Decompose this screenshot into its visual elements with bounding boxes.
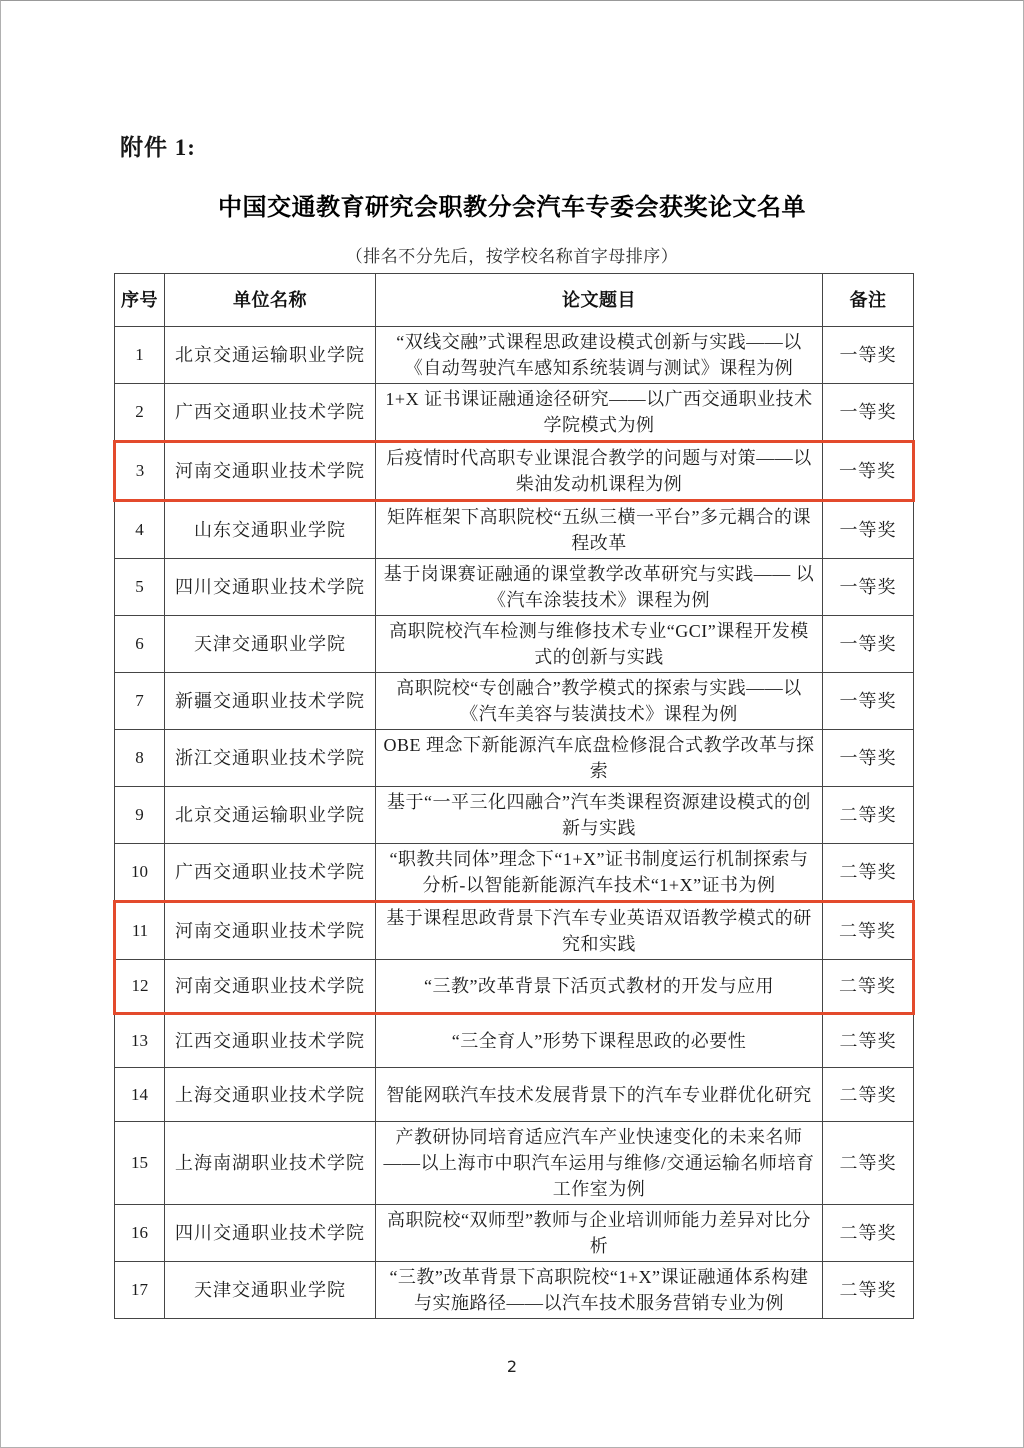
row-number: 2	[115, 384, 165, 442]
award-badge: 二等奖	[823, 1014, 914, 1068]
unit-name: 上海南湖职业技术学院	[165, 1122, 376, 1205]
paper-title: 智能网联汽车技术发展背景下的汽车专业群优化研究	[376, 1068, 823, 1122]
table-row	[115, 1068, 914, 1122]
paper-title: OBE 理念下新能源汽车底盘检修混合式教学改革与探索	[376, 730, 823, 787]
paper-title: “三教”改革背景下高职院校“1+X”课证融通体系构建与实施路径——以汽车技术服务营销专业为例	[376, 1262, 823, 1319]
paper-title: 产教研协同培育适应汽车产业快速变化的未来名师——以上海市中职汽车运用与维修/交通运输名师培育工作室为例	[376, 1122, 823, 1205]
row-number: 11	[115, 902, 165, 960]
col-header-title: 论文题目	[376, 274, 823, 327]
page-title: 中国交通教育研究会职教分会汽车专委会获奖论文名单	[218, 195, 806, 221]
row-number: 1	[115, 327, 165, 384]
unit-name: 河南交通职业技术学院	[165, 902, 376, 960]
table-row	[115, 844, 914, 902]
row-number: 13	[115, 1014, 165, 1068]
award-badge: 二等奖	[823, 1068, 914, 1122]
award-badge: 一等奖	[823, 501, 914, 559]
award-badge: 二等奖	[823, 1205, 914, 1262]
unit-name: 四川交通职业技术学院	[165, 1205, 376, 1262]
unit-name: 山东交通职业学院	[165, 501, 376, 559]
unit-name: 河南交通职业技术学院	[165, 960, 376, 1014]
row-number: 6	[115, 616, 165, 673]
row-number: 12	[115, 960, 165, 1014]
paper-title: 后疫情时代高职专业课混合教学的问题与对策——以柴油发动机课程为例	[376, 442, 823, 501]
awards-table-header	[115, 274, 914, 327]
paper-title: 基于岗课赛证融通的课堂教学改革研究与实践—— 以《汽车涂装技术》课程为例	[376, 559, 823, 616]
table-row	[115, 787, 914, 844]
paper-title: 基于课程思政背景下汽车专业英语双语教学模式的研究和实践	[376, 902, 823, 960]
paper-title: “三全育人”形势下课程思政的必要性	[376, 1014, 823, 1068]
row-number: 3	[115, 442, 165, 501]
award-badge: 二等奖	[823, 1122, 914, 1205]
page-number: 2	[506, 1357, 518, 1376]
table-row	[115, 327, 914, 384]
row-number: 5	[115, 559, 165, 616]
award-badge: 二等奖	[823, 902, 914, 960]
col-header-remark: 备注	[823, 274, 914, 327]
paper-title: 基于“一平三化四融合”汽车类课程资源建设模式的创新与实践	[376, 787, 823, 844]
award-badge: 一等奖	[823, 442, 914, 501]
unit-name: 北京交通运输职业学院	[165, 787, 376, 844]
unit-name: 四川交通职业技术学院	[165, 559, 376, 616]
table-row	[115, 384, 914, 442]
row-number: 9	[115, 787, 165, 844]
unit-name: 河南交通职业技术学院	[165, 442, 376, 501]
paper-title: “三教”改革背景下活页式教材的开发与应用	[376, 960, 823, 1014]
header-row	[115, 274, 914, 327]
row-number: 4	[115, 501, 165, 559]
paper-title: “职教共同体”理念下“1+X”证书制度运行机制探索与分析-以智能新能源汽车技术“1+X”证书为例	[376, 844, 823, 902]
paper-title: 1+X 证书课证融通途径研究——以广西交通职业技术学院模式为例	[376, 384, 823, 442]
col-header-index: 序号	[115, 274, 165, 327]
attachment-label: 附件 1:	[120, 135, 196, 160]
award-badge: 一等奖	[823, 730, 914, 787]
award-badge: 二等奖	[823, 960, 914, 1014]
unit-name: 天津交通职业学院	[165, 1262, 376, 1319]
col-header-unit: 单位名称	[165, 274, 376, 327]
table-row	[115, 673, 914, 730]
awards-table-body	[115, 327, 914, 1319]
table-row	[115, 902, 914, 960]
table-row	[115, 1122, 914, 1205]
page-subtitle: （排名不分先后，按学校名称首字母排序）	[345, 247, 679, 266]
table-row	[115, 559, 914, 616]
table-row	[115, 442, 914, 501]
award-badge: 一等奖	[823, 673, 914, 730]
table-row	[115, 1014, 914, 1068]
table-row	[115, 501, 914, 559]
unit-name: 上海交通职业技术学院	[165, 1068, 376, 1122]
row-number: 14	[115, 1068, 165, 1122]
award-badge: 二等奖	[823, 1262, 914, 1319]
unit-name: 广西交通职业技术学院	[165, 384, 376, 442]
paper-title: 高职院校“双师型”教师与企业培训师能力差异对比分析	[376, 1205, 823, 1262]
unit-name: 北京交通运输职业学院	[165, 327, 376, 384]
award-badge: 一等奖	[823, 616, 914, 673]
unit-name: 浙江交通职业技术学院	[165, 730, 376, 787]
award-badge: 二等奖	[823, 787, 914, 844]
unit-name: 江西交通职业技术学院	[165, 1014, 376, 1068]
row-number: 17	[115, 1262, 165, 1319]
row-number: 15	[115, 1122, 165, 1205]
table-row	[115, 960, 914, 1014]
unit-name: 天津交通职业学院	[165, 616, 376, 673]
row-number: 8	[115, 730, 165, 787]
row-number: 7	[115, 673, 165, 730]
table-row	[115, 1205, 914, 1262]
table-row	[115, 1262, 914, 1319]
paper-title: “双线交融”式课程思政建设模式创新与实践——以《自动驾驶汽车感知系统装调与测试》课程为例	[376, 327, 823, 384]
paper-title: 矩阵框架下高职院校“五纵三横一平台”多元耦合的课程改革	[376, 501, 823, 559]
table-row	[115, 616, 914, 673]
paper-title: 高职院校“专创融合”教学模式的探索与实践——以《汽车美容与装潢技术》课程为例	[376, 673, 823, 730]
table-row	[115, 730, 914, 787]
row-number: 10	[115, 844, 165, 902]
unit-name: 广西交通职业技术学院	[165, 844, 376, 902]
awards-table	[113, 273, 915, 1319]
row-number: 16	[115, 1205, 165, 1262]
paper-title: 高职院校汽车检测与维修技术专业“GCI”课程开发模式的创新与实践	[376, 616, 823, 673]
award-badge: 一等奖	[823, 384, 914, 442]
award-badge: 一等奖	[823, 559, 914, 616]
unit-name: 新疆交通职业技术学院	[165, 673, 376, 730]
award-badge: 一等奖	[823, 327, 914, 384]
award-badge: 二等奖	[823, 844, 914, 902]
